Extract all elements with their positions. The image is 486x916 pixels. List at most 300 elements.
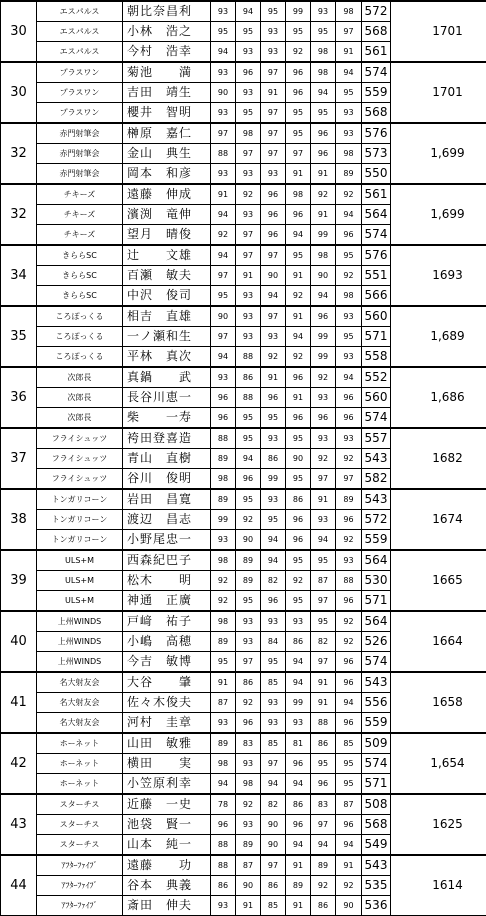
series-score: 94 [286, 652, 311, 673]
series-score: 92 [236, 794, 261, 815]
individual-total: 564 [362, 611, 391, 632]
team-name: きららSC [37, 286, 123, 307]
series-score: 96 [211, 815, 236, 835]
shooter-name: 袴田登喜造 [123, 428, 211, 449]
team-rank: 37 [1, 428, 37, 489]
series-score: 93 [336, 347, 362, 368]
series-score: 93 [261, 327, 286, 347]
series-score: 95 [261, 1, 286, 22]
series-score: 91 [286, 266, 311, 286]
individual-total: 576 [362, 245, 391, 266]
team-rank: 42 [1, 733, 37, 794]
individual-total: 576 [362, 123, 391, 144]
series-score: 91 [261, 367, 286, 388]
series-score: 94 [286, 774, 311, 795]
series-score: 92 [311, 184, 336, 205]
series-score: 94 [211, 245, 236, 266]
series-score: 91 [311, 205, 336, 225]
series-score: 89 [286, 876, 311, 896]
series-score: 86 [261, 449, 286, 469]
series-score: 86 [286, 632, 311, 652]
team-rank: 35 [1, 306, 37, 367]
series-score: 89 [211, 489, 236, 510]
shooter-name: 金山 典生 [123, 144, 211, 164]
series-score: 96 [236, 62, 261, 83]
team-name: フライシュッツ [37, 428, 123, 449]
series-score: 93 [336, 306, 362, 327]
series-score: 89 [336, 489, 362, 510]
series-score: 86 [286, 794, 311, 815]
series-score: 92 [286, 571, 311, 591]
team-name: 赤門射筆会 [37, 164, 123, 185]
series-score: 96 [336, 225, 362, 246]
team-name: 上州WINDS [37, 611, 123, 632]
shooter-name: 小野尾忠一 [123, 530, 211, 551]
series-score: 96 [286, 205, 311, 225]
team-name: エスパルス [37, 22, 123, 42]
series-score: 86 [236, 672, 261, 693]
shooter-name: 斎田 伸夫 [123, 896, 211, 916]
series-score: 97 [261, 144, 286, 164]
series-score: 96 [336, 510, 362, 530]
series-score: 97 [261, 245, 286, 266]
series-score: 96 [286, 815, 311, 835]
series-score: 95 [261, 408, 286, 429]
series-score: 98 [286, 184, 311, 205]
team-name: 上州WINDS [37, 652, 123, 673]
individual-total: 559 [362, 530, 391, 551]
series-score: 94 [261, 774, 286, 795]
team-total: 1,699 [391, 123, 486, 184]
team-rank: 32 [1, 123, 37, 184]
shooter-name: 菊池 満 [123, 62, 211, 83]
series-score: 94 [311, 835, 336, 856]
team-name: ｱﾌﾀｰﾌｧｲﾌﾞ [37, 896, 123, 916]
team-total: 1,699 [391, 184, 486, 245]
series-score: 94 [336, 62, 362, 83]
series-score: 96 [336, 672, 362, 693]
series-score: 97 [336, 469, 362, 490]
individual-total: 572 [362, 510, 391, 530]
shooter-name: 戸﨑 祐子 [123, 611, 211, 632]
individual-total: 560 [362, 388, 391, 408]
series-score: 86 [286, 489, 311, 510]
shooter-name: 濱渕 竜伸 [123, 205, 211, 225]
series-score: 94 [311, 83, 336, 103]
team-name: プラスワン [37, 83, 123, 103]
table-row [1, 1, 486, 22]
series-score: 91 [336, 42, 362, 63]
series-score: 94 [286, 327, 311, 347]
shooter-name: 松木 明 [123, 571, 211, 591]
series-score: 83 [236, 733, 261, 754]
series-score: 87 [211, 693, 236, 713]
team-name: ホーネット [37, 774, 123, 795]
series-score: 95 [286, 103, 311, 124]
series-score: 99 [286, 1, 311, 22]
series-score: 99 [261, 469, 286, 490]
shooter-name: 谷本 典義 [123, 876, 211, 896]
shooter-name: 朝比奈昌利 [123, 1, 211, 22]
team-total: 1,689 [391, 306, 486, 367]
team-name: チキーズ [37, 205, 123, 225]
table-row [1, 62, 486, 83]
individual-total: 560 [362, 306, 391, 327]
series-score: 93 [261, 164, 286, 185]
series-score: 91 [286, 306, 311, 327]
shooter-name: 岡本 和彦 [123, 164, 211, 185]
shooter-name: 岩田 昌寛 [123, 489, 211, 510]
individual-total: 526 [362, 632, 391, 652]
series-score: 94 [211, 347, 236, 368]
series-score: 89 [236, 550, 261, 571]
series-score: 96 [261, 388, 286, 408]
series-score: 95 [286, 428, 311, 449]
individual-total: 508 [362, 794, 391, 815]
team-rank: 40 [1, 611, 37, 672]
series-score: 93 [336, 550, 362, 571]
series-score: 96 [336, 713, 362, 734]
individual-total: 509 [362, 733, 391, 754]
series-score: 92 [236, 693, 261, 713]
team-name: 上州WINDS [37, 632, 123, 652]
series-score: 96 [286, 83, 311, 103]
series-score: 90 [211, 306, 236, 327]
series-score: 95 [336, 245, 362, 266]
series-score: 95 [236, 22, 261, 42]
individual-total: 572 [362, 1, 391, 22]
series-score: 95 [336, 774, 362, 795]
series-score: 96 [236, 713, 261, 734]
series-score: 83 [311, 794, 336, 815]
series-score: 93 [286, 611, 311, 632]
series-score: 78 [211, 794, 236, 815]
series-score: 94 [211, 774, 236, 795]
individual-total: 566 [362, 286, 391, 307]
shooter-name: 池袋 賢一 [123, 815, 211, 835]
series-score: 88 [236, 388, 261, 408]
team-total: 1665 [391, 550, 486, 611]
table-row [1, 306, 486, 327]
individual-total: 543 [362, 489, 391, 510]
series-score: 97 [261, 855, 286, 876]
series-score: 94 [286, 225, 311, 246]
individual-total: 574 [362, 225, 391, 246]
series-score: 94 [211, 205, 236, 225]
team-name: スターチス [37, 815, 123, 835]
series-score: 96 [336, 388, 362, 408]
team-name: ULS+M [37, 591, 123, 612]
shooter-name: 神通 正廣 [123, 591, 211, 612]
series-score: 98 [336, 286, 362, 307]
series-score: 96 [336, 408, 362, 429]
series-score: 91 [311, 672, 336, 693]
team-name: 名大射友会 [37, 693, 123, 713]
series-score: 89 [211, 449, 236, 469]
series-score: 90 [236, 876, 261, 896]
team-rank: 44 [1, 855, 37, 916]
series-score: 98 [311, 62, 336, 83]
series-score: 93 [236, 754, 261, 774]
shooter-name: 吉田 靖生 [123, 83, 211, 103]
series-score: 95 [336, 754, 362, 774]
series-score: 97 [211, 123, 236, 144]
series-score: 95 [236, 103, 261, 124]
shooter-name: 柴 一寿 [123, 408, 211, 429]
team-name: ころぽっくる [37, 347, 123, 368]
series-score: 91 [236, 896, 261, 916]
team-name: きららSC [37, 266, 123, 286]
series-score: 86 [261, 876, 286, 896]
team-name: ULS+M [37, 550, 123, 571]
series-score: 93 [311, 428, 336, 449]
series-score: 97 [261, 754, 286, 774]
series-score: 92 [286, 347, 311, 368]
series-score: 95 [336, 83, 362, 103]
individual-total: 559 [362, 713, 391, 734]
series-score: 95 [236, 428, 261, 449]
series-score: 92 [336, 632, 362, 652]
series-score: 96 [311, 774, 336, 795]
series-score: 90 [236, 530, 261, 551]
team-name: ホーネット [37, 733, 123, 754]
team-name: ULS+M [37, 571, 123, 591]
individual-total: 564 [362, 550, 391, 571]
series-score: 85 [261, 672, 286, 693]
team-total: 1693 [391, 245, 486, 306]
series-score: 97 [311, 815, 336, 835]
series-score: 93 [211, 62, 236, 83]
series-score: 96 [261, 184, 286, 205]
individual-total: 571 [362, 327, 391, 347]
series-score: 90 [336, 896, 362, 916]
series-score: 86 [211, 876, 236, 896]
series-score: 98 [211, 754, 236, 774]
shooter-name: 今吉 敏博 [123, 652, 211, 673]
series-score: 95 [336, 327, 362, 347]
series-score: 95 [211, 22, 236, 42]
table-row [1, 794, 486, 815]
series-score: 96 [261, 225, 286, 246]
series-score: 94 [261, 550, 286, 571]
team-rank: 39 [1, 550, 37, 611]
series-score: 99 [311, 347, 336, 368]
series-score: 94 [261, 530, 286, 551]
shooter-name: 西森紀巴子 [123, 550, 211, 571]
series-score: 93 [311, 388, 336, 408]
series-score: 98 [236, 774, 261, 795]
shooter-name: 小林 浩之 [123, 22, 211, 42]
series-score: 86 [311, 896, 336, 916]
series-score: 96 [211, 388, 236, 408]
series-score: 97 [236, 144, 261, 164]
team-name: エスパルス [37, 42, 123, 63]
individual-total: 561 [362, 42, 391, 63]
series-score: 95 [311, 611, 336, 632]
series-score: 97 [236, 245, 261, 266]
shooter-name: 青山 直樹 [123, 449, 211, 469]
series-score: 97 [311, 591, 336, 612]
series-score: 92 [336, 876, 362, 896]
series-score: 88 [336, 571, 362, 591]
shooter-name: 遠藤 功 [123, 855, 211, 876]
individual-total: 556 [362, 693, 391, 713]
team-rank: 34 [1, 245, 37, 306]
series-score: 94 [236, 1, 261, 22]
team-name: ｱﾌﾀｰﾌｧｲﾌﾞ [37, 876, 123, 896]
series-score: 92 [311, 449, 336, 469]
team-rank: 41 [1, 672, 37, 733]
shooter-name: 櫻井 智明 [123, 103, 211, 124]
series-score: 96 [311, 123, 336, 144]
series-score: 96 [261, 591, 286, 612]
series-score: 98 [211, 550, 236, 571]
team-total: 1701 [391, 62, 486, 123]
shooter-name: 相吉 直雄 [123, 306, 211, 327]
series-score: 95 [286, 550, 311, 571]
series-score: 91 [311, 489, 336, 510]
series-score: 89 [236, 571, 261, 591]
series-score: 97 [236, 652, 261, 673]
series-score: 97 [311, 652, 336, 673]
team-name: スターチス [37, 835, 123, 856]
table-row [1, 123, 486, 144]
series-score: 93 [236, 286, 261, 307]
individual-total: 573 [362, 144, 391, 164]
shooter-name: 河村 圭章 [123, 713, 211, 734]
table-row [1, 428, 486, 449]
series-score: 93 [261, 713, 286, 734]
series-score: 97 [336, 22, 362, 42]
individual-total: 530 [362, 571, 391, 591]
individual-total: 536 [362, 896, 391, 916]
series-score: 93 [261, 611, 286, 632]
series-score: 93 [236, 815, 261, 835]
series-score: 96 [286, 62, 311, 83]
shooter-name: 山田 敏雅 [123, 733, 211, 754]
individual-total: 574 [362, 62, 391, 83]
series-score: 96 [286, 754, 311, 774]
series-score: 93 [261, 22, 286, 42]
series-score: 86 [236, 367, 261, 388]
individual-total: 543 [362, 855, 391, 876]
shooter-name: 近藤 一史 [123, 794, 211, 815]
series-score: 97 [311, 469, 336, 490]
table-row [1, 855, 486, 876]
series-score: 94 [261, 286, 286, 307]
team-total: 1,686 [391, 367, 486, 428]
series-score: 96 [336, 815, 362, 835]
table-row [1, 245, 486, 266]
series-score: 92 [286, 42, 311, 63]
team-rank: 32 [1, 184, 37, 245]
series-score: 92 [336, 449, 362, 469]
series-score: 93 [236, 83, 261, 103]
shooter-name: 横田 実 [123, 754, 211, 774]
series-score: 96 [311, 144, 336, 164]
series-score: 93 [261, 428, 286, 449]
series-score: 95 [211, 652, 236, 673]
series-score: 93 [336, 428, 362, 449]
individual-total: 561 [362, 184, 391, 205]
series-score: 91 [286, 896, 311, 916]
series-score: 96 [286, 367, 311, 388]
team-name: 名大射友会 [37, 713, 123, 734]
shooter-name: 中沢 俊司 [123, 286, 211, 307]
series-score: 92 [336, 611, 362, 632]
shooter-name: 長谷川恵一 [123, 388, 211, 408]
shooter-name: 渡辺 昌志 [123, 510, 211, 530]
team-total: 1,654 [391, 733, 486, 794]
individual-total: 568 [362, 22, 391, 42]
series-score: 93 [211, 530, 236, 551]
series-score: 93 [236, 632, 261, 652]
team-name: 次郎長 [37, 367, 123, 388]
series-score: 93 [236, 611, 261, 632]
series-score: 95 [286, 22, 311, 42]
individual-total: 549 [362, 835, 391, 856]
series-score: 99 [211, 510, 236, 530]
series-score: 96 [211, 408, 236, 429]
series-score: 92 [236, 184, 261, 205]
team-name: トンガリコーン [37, 489, 123, 510]
team-total: 1674 [391, 489, 486, 550]
series-score: 93 [286, 713, 311, 734]
series-score: 95 [311, 550, 336, 571]
table-row [1, 184, 486, 205]
team-rank: 30 [1, 62, 37, 123]
individual-total: 550 [362, 164, 391, 185]
series-score: 95 [311, 754, 336, 774]
table-row [1, 489, 486, 510]
team-name: スターチス [37, 794, 123, 815]
series-score: 90 [261, 835, 286, 856]
team-name: ころぽっくる [37, 306, 123, 327]
series-score: 93 [211, 103, 236, 124]
shooter-name: 百瀬 敏夫 [123, 266, 211, 286]
series-score: 91 [236, 266, 261, 286]
series-score: 93 [236, 306, 261, 327]
series-score: 92 [311, 876, 336, 896]
team-name: 赤門射筆会 [37, 123, 123, 144]
individual-total: 582 [362, 469, 391, 490]
shooter-name: 望月 晴俊 [123, 225, 211, 246]
series-score: 89 [211, 632, 236, 652]
team-total: 1614 [391, 855, 486, 916]
team-name: ｱﾌﾀｰﾌｧｲﾌﾞ [37, 855, 123, 876]
series-score: 91 [211, 672, 236, 693]
shooter-name: 平林 真次 [123, 347, 211, 368]
individual-total: 568 [362, 103, 391, 124]
team-name: トンガリコーン [37, 530, 123, 551]
series-score: 93 [261, 489, 286, 510]
team-name: トンガリコーン [37, 510, 123, 530]
team-total: 1658 [391, 672, 486, 733]
individual-total: 551 [362, 266, 391, 286]
shooter-name: 真鍋 武 [123, 367, 211, 388]
series-score: 94 [236, 449, 261, 469]
series-score: 90 [211, 83, 236, 103]
table-row [1, 672, 486, 693]
team-name: 次郎長 [37, 388, 123, 408]
series-score: 98 [311, 42, 336, 63]
series-score: 82 [261, 571, 286, 591]
individual-total: 574 [362, 754, 391, 774]
series-score: 96 [236, 469, 261, 490]
series-score: 93 [236, 164, 261, 185]
series-score: 93 [211, 896, 236, 916]
series-score: 92 [336, 184, 362, 205]
